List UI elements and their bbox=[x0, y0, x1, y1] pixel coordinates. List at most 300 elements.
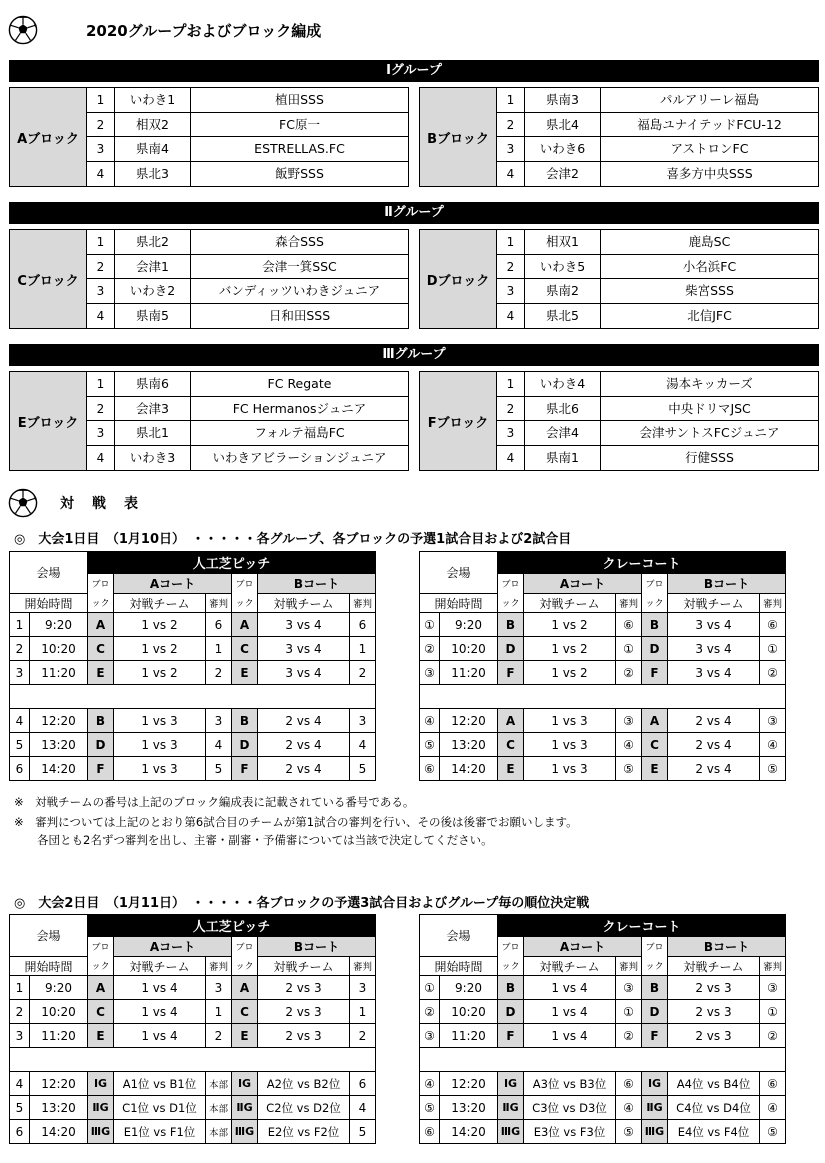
team-name: FC Hermanosジュニア bbox=[232, 400, 367, 416]
block-id: E bbox=[232, 1024, 258, 1048]
referee: 6 bbox=[350, 613, 376, 637]
match-number: 3 bbox=[10, 661, 30, 685]
team-region: 県南6 bbox=[115, 372, 191, 396]
referee: ③ bbox=[616, 709, 642, 733]
team-region: 県南1 bbox=[525, 446, 601, 471]
block-id: F bbox=[498, 661, 524, 685]
team-number: 1 bbox=[87, 230, 115, 254]
block-name: Eブロック bbox=[10, 372, 87, 470]
schedule-header bbox=[8, 488, 140, 518]
team-number: 3 bbox=[87, 137, 115, 161]
team-row bbox=[87, 162, 408, 187]
block-id: B bbox=[642, 613, 668, 637]
match-label: 対戦チーム bbox=[524, 957, 616, 976]
matchup: A3位 vs B3位 bbox=[524, 1072, 616, 1096]
team-region: 県南3 bbox=[525, 88, 601, 112]
matchup: 1 vs 3 bbox=[114, 733, 206, 757]
match-row bbox=[10, 976, 376, 1000]
soccer-ball-icon bbox=[8, 15, 38, 45]
team-row bbox=[497, 279, 818, 304]
referee: 本部 bbox=[206, 1072, 232, 1096]
referee: ② bbox=[760, 661, 786, 685]
matchup: 2 vs 4 bbox=[668, 757, 760, 781]
match-row bbox=[10, 733, 376, 757]
start-time: 10:20 bbox=[30, 1000, 88, 1024]
block-id: D bbox=[498, 1000, 524, 1024]
referee: 本部 bbox=[206, 1096, 232, 1120]
matchup: 1 vs 2 bbox=[524, 613, 616, 637]
block-id: ⅠG bbox=[498, 1072, 524, 1096]
referee: ① bbox=[760, 637, 786, 661]
block-id: F bbox=[642, 661, 668, 685]
court-a-label: Aコート bbox=[524, 937, 642, 957]
referee: 1 bbox=[350, 637, 376, 661]
block-id: B bbox=[642, 976, 668, 1000]
referee: ① bbox=[616, 1000, 642, 1024]
block-id: A bbox=[498, 709, 524, 733]
match-row bbox=[10, 709, 376, 733]
team-number: 1 bbox=[497, 230, 525, 254]
match-number: ② bbox=[420, 1000, 440, 1024]
matchup: E3位 vs F3位 bbox=[524, 1120, 616, 1144]
court-b-label: Bコート bbox=[668, 574, 786, 594]
match-row bbox=[420, 1024, 786, 1048]
team-row bbox=[87, 255, 408, 280]
referee: 2 bbox=[350, 661, 376, 685]
match-number: 1 bbox=[10, 613, 30, 637]
team-name: 福島ユナイテッドFCU-12 bbox=[637, 116, 782, 132]
block-id: E bbox=[498, 757, 524, 781]
block-id: C bbox=[88, 1000, 114, 1024]
block-id: ⅡG bbox=[642, 1096, 668, 1120]
start-time: 12:20 bbox=[440, 1072, 498, 1096]
team-name: ESTRELLAS.FC bbox=[254, 141, 345, 156]
clay-schedule-table bbox=[419, 914, 786, 1144]
team-name: バンディッツいわきジュニア bbox=[218, 283, 381, 298]
team-row bbox=[497, 397, 818, 422]
referee: ③ bbox=[616, 976, 642, 1000]
team-name: FC原一 bbox=[279, 116, 320, 132]
pitch-name: 人工芝ピッチ bbox=[88, 552, 376, 574]
matchup: 2 vs 4 bbox=[258, 709, 350, 733]
team-row bbox=[497, 230, 818, 255]
start-time-label: 開始時間 bbox=[10, 957, 88, 976]
match-label: 対戦チーム bbox=[114, 594, 206, 613]
day2-heading: ◎ 大会2日目 （1月11日） ・・・・・各ブロックの予選3試合目およびグループ毎の順位決定戦 bbox=[14, 896, 590, 911]
venue-label: 会場 bbox=[10, 552, 88, 594]
match-row bbox=[10, 1120, 376, 1144]
referee: ⑤ bbox=[760, 757, 786, 781]
referee: ④ bbox=[616, 1096, 642, 1120]
block-table bbox=[9, 371, 409, 471]
block-table bbox=[419, 371, 819, 471]
referee: ① bbox=[760, 1000, 786, 1024]
team-row bbox=[497, 446, 818, 471]
team-number: 2 bbox=[87, 113, 115, 137]
matchup: 1 vs 3 bbox=[524, 733, 616, 757]
team-region: 県北5 bbox=[525, 304, 601, 329]
match-number: 4 bbox=[10, 1072, 30, 1096]
referee: ⑥ bbox=[616, 613, 642, 637]
match-label: 対戦チーム bbox=[668, 957, 760, 976]
team-row bbox=[87, 88, 408, 113]
match-number: ② bbox=[420, 637, 440, 661]
referee: 4 bbox=[206, 733, 232, 757]
team-region: いわき2 bbox=[115, 279, 191, 303]
start-time: 9:20 bbox=[30, 613, 88, 637]
team-number: 1 bbox=[497, 88, 525, 112]
match-label: 対戦チーム bbox=[524, 594, 616, 613]
team-row bbox=[87, 304, 408, 329]
block-name: Aブロック bbox=[10, 88, 87, 186]
match-row bbox=[10, 1000, 376, 1024]
team-name: 小名浜FC bbox=[682, 258, 737, 274]
matchup: 1 vs 4 bbox=[114, 976, 206, 1000]
block-id: E bbox=[642, 757, 668, 781]
court-a-label: Aコート bbox=[524, 574, 642, 594]
team-row bbox=[497, 421, 818, 446]
team-name: 北信JFC bbox=[687, 307, 732, 323]
referee: ⑥ bbox=[760, 613, 786, 637]
block-label-bottom: ック bbox=[498, 957, 524, 976]
matchup: 1 vs 3 bbox=[114, 757, 206, 781]
note-2: ※ 審判については上記のとおり第6試合目のチームが第1試合の審判を行い、その後は後審でお願いします。 bbox=[14, 815, 578, 829]
team-region: 相双1 bbox=[525, 230, 601, 254]
referee: 6 bbox=[206, 613, 232, 637]
group-2 bbox=[9, 202, 819, 329]
team-number: 2 bbox=[497, 255, 525, 279]
block-id: ⅠG bbox=[642, 1072, 668, 1096]
matchup: A2位 vs B2位 bbox=[258, 1072, 350, 1096]
team-row bbox=[87, 421, 408, 446]
match-number: ④ bbox=[420, 1072, 440, 1096]
venue-label: 会場 bbox=[420, 552, 498, 594]
team-name: 植田SSS bbox=[275, 92, 324, 107]
matchup: 3 vs 4 bbox=[258, 661, 350, 685]
court-b-label: Bコート bbox=[668, 937, 786, 957]
referee-label: 審判 bbox=[350, 957, 376, 976]
matchup: 1 vs 4 bbox=[524, 1000, 616, 1024]
team-region: 会津1 bbox=[115, 255, 191, 279]
block-label-bottom: ック bbox=[232, 594, 258, 613]
team-name: 湯本キッカーズ bbox=[666, 376, 753, 391]
team-number: 4 bbox=[87, 446, 115, 471]
block-name: Bブロック bbox=[420, 88, 497, 186]
matchup: 1 vs 2 bbox=[114, 661, 206, 685]
court-a-label: Aコート bbox=[114, 574, 232, 594]
match-number: ⑤ bbox=[420, 1096, 440, 1120]
team-number: 4 bbox=[87, 304, 115, 329]
referee: ② bbox=[616, 661, 642, 685]
block-id: C bbox=[498, 733, 524, 757]
match-row bbox=[420, 709, 786, 733]
block-id: F bbox=[232, 757, 258, 781]
match-label: 対戦チーム bbox=[114, 957, 206, 976]
matchup: 2 vs 3 bbox=[258, 1000, 350, 1024]
block-label-bottom: ック bbox=[232, 957, 258, 976]
referee: 1 bbox=[206, 1000, 232, 1024]
start-time: 13:20 bbox=[440, 733, 498, 757]
block-id: B bbox=[232, 709, 258, 733]
block-label-top: ブロ bbox=[232, 937, 258, 957]
block-id: A bbox=[88, 613, 114, 637]
team-number: 3 bbox=[497, 421, 525, 445]
match-row bbox=[420, 976, 786, 1000]
start-time: 11:20 bbox=[440, 1024, 498, 1048]
referee: 3 bbox=[206, 709, 232, 733]
team-row bbox=[87, 397, 408, 422]
match-row bbox=[420, 661, 786, 685]
referee: 2 bbox=[206, 661, 232, 685]
block-id: ⅢG bbox=[232, 1120, 258, 1144]
block-id: ⅡG bbox=[232, 1096, 258, 1120]
block-id: A bbox=[232, 976, 258, 1000]
team-row bbox=[87, 279, 408, 304]
referee-label: 審判 bbox=[206, 957, 232, 976]
block-label-top: ブロ bbox=[498, 574, 524, 594]
matchup: 1 vs 2 bbox=[114, 613, 206, 637]
matchup: 2 vs 4 bbox=[258, 733, 350, 757]
block-id: D bbox=[498, 637, 524, 661]
matchup: C4位 vs D4位 bbox=[668, 1096, 760, 1120]
referee: ① bbox=[616, 637, 642, 661]
team-row bbox=[87, 113, 408, 138]
referee: 4 bbox=[350, 1096, 376, 1120]
referee: 1 bbox=[350, 1000, 376, 1024]
block-label-top: ブロ bbox=[88, 574, 114, 594]
match-label: 対戦チーム bbox=[258, 957, 350, 976]
matchup: 3 vs 4 bbox=[668, 613, 760, 637]
group-1 bbox=[9, 60, 819, 187]
matchup: 1 vs 3 bbox=[524, 709, 616, 733]
start-time: 12:20 bbox=[440, 709, 498, 733]
team-name: いわきアビラーションジュニア bbox=[212, 449, 387, 465]
block-label-top: ブロ bbox=[88, 937, 114, 957]
team-region: いわき5 bbox=[525, 255, 601, 279]
match-number: ① bbox=[420, 613, 440, 637]
match-row bbox=[10, 1072, 376, 1096]
matchup: 2 vs 3 bbox=[668, 976, 760, 1000]
team-row bbox=[497, 255, 818, 280]
block-id: F bbox=[88, 757, 114, 781]
matchup: 2 vs 4 bbox=[668, 733, 760, 757]
block-table bbox=[419, 229, 819, 329]
pitch-name: クレーコート bbox=[498, 552, 786, 574]
team-row bbox=[497, 162, 818, 187]
match-row bbox=[420, 1120, 786, 1144]
referee: 5 bbox=[206, 757, 232, 781]
team-region: 県北6 bbox=[525, 397, 601, 421]
team-name: 会津サントスFCジュニア bbox=[639, 425, 780, 440]
team-number: 2 bbox=[497, 397, 525, 421]
clay-schedule-table bbox=[419, 551, 786, 781]
note-3: 各団とも2名ずつ審判を出し、主審・副審・予備審については当該で決定してください。 bbox=[14, 833, 493, 847]
team-number: 2 bbox=[87, 255, 115, 279]
block-label-bottom: ック bbox=[498, 594, 524, 613]
start-time: 9:20 bbox=[30, 976, 88, 1000]
match-row bbox=[420, 637, 786, 661]
venue-label: 会場 bbox=[420, 915, 498, 957]
start-time: 11:20 bbox=[440, 661, 498, 685]
match-number: ⑥ bbox=[420, 1120, 440, 1144]
team-number: 4 bbox=[497, 162, 525, 187]
block-label-top: ブロ bbox=[642, 937, 668, 957]
group-title: Ⅱグループ bbox=[9, 202, 819, 224]
match-label: 対戦チーム bbox=[258, 594, 350, 613]
matchup: 3 vs 4 bbox=[258, 613, 350, 637]
block-id: ⅠG bbox=[88, 1072, 114, 1096]
team-region: 会津2 bbox=[525, 162, 601, 187]
match-row bbox=[10, 613, 376, 637]
block-table bbox=[419, 87, 819, 187]
pitch-name: クレーコート bbox=[498, 915, 786, 937]
referee: 3 bbox=[350, 709, 376, 733]
referee: 6 bbox=[350, 1072, 376, 1096]
matchup: 2 vs 3 bbox=[668, 1000, 760, 1024]
block-id: E bbox=[88, 1024, 114, 1048]
block-id: C bbox=[232, 1000, 258, 1024]
team-number: 4 bbox=[87, 162, 115, 187]
block-label-bottom: ック bbox=[88, 957, 114, 976]
day1-heading: ◎ 大会1日目 （1月10日） ・・・・・各グループ、各ブロックの予選1試合目および2試合目 bbox=[14, 532, 572, 547]
block-id: F bbox=[498, 1024, 524, 1048]
match-number: 3 bbox=[10, 1024, 30, 1048]
team-name: 森合SSS bbox=[275, 234, 324, 249]
referee-label: 審判 bbox=[760, 957, 786, 976]
referee: ⑤ bbox=[616, 757, 642, 781]
venue-label: 会場 bbox=[10, 915, 88, 957]
group-3 bbox=[9, 344, 819, 471]
note-1: ※ 対戦チームの番号は上記のブロック編成表に記載されている番号である。 bbox=[14, 795, 415, 809]
team-region: 会津3 bbox=[115, 397, 191, 421]
team-number: 2 bbox=[87, 397, 115, 421]
start-time: 10:20 bbox=[440, 637, 498, 661]
block-table bbox=[9, 229, 409, 329]
team-number: 1 bbox=[87, 372, 115, 396]
team-name: 鹿島SC bbox=[688, 234, 731, 249]
referee-label: 審判 bbox=[350, 594, 376, 613]
referee: 3 bbox=[350, 976, 376, 1000]
block-id: C bbox=[232, 637, 258, 661]
block-id: B bbox=[88, 709, 114, 733]
block-id: ⅢG bbox=[642, 1120, 668, 1144]
match-row bbox=[420, 1072, 786, 1096]
block-id: A bbox=[88, 976, 114, 1000]
matchup: 3 vs 4 bbox=[258, 637, 350, 661]
start-time: 14:20 bbox=[30, 1120, 88, 1144]
referee: ④ bbox=[616, 733, 642, 757]
referee: ⑥ bbox=[760, 1072, 786, 1096]
team-number: 3 bbox=[497, 137, 525, 161]
matchup: 1 vs 3 bbox=[114, 709, 206, 733]
referee: 1 bbox=[206, 637, 232, 661]
referee: ③ bbox=[760, 709, 786, 733]
block-id: ⅡG bbox=[498, 1096, 524, 1120]
block-id: D bbox=[88, 733, 114, 757]
match-number: 1 bbox=[10, 976, 30, 1000]
matchup: 1 vs 4 bbox=[114, 1024, 206, 1048]
start-time: 10:20 bbox=[440, 1000, 498, 1024]
match-number: ④ bbox=[420, 709, 440, 733]
referee: ④ bbox=[760, 1096, 786, 1120]
block-id: ⅠG bbox=[232, 1072, 258, 1096]
team-row bbox=[497, 304, 818, 329]
matchup: 1 vs 4 bbox=[524, 976, 616, 1000]
referee: ⑥ bbox=[616, 1072, 642, 1096]
matchup: 3 vs 4 bbox=[668, 637, 760, 661]
team-number: 4 bbox=[497, 304, 525, 329]
referee: 3 bbox=[206, 976, 232, 1000]
match-number: ③ bbox=[420, 661, 440, 685]
start-time: 10:20 bbox=[30, 637, 88, 661]
referee: ③ bbox=[760, 976, 786, 1000]
team-name: パルアリーレ福島 bbox=[659, 92, 760, 107]
block-name: Dブロック bbox=[420, 230, 497, 328]
group-title: Ⅲグループ bbox=[9, 344, 819, 366]
team-region: いわき4 bbox=[525, 372, 601, 396]
match-number: 5 bbox=[10, 733, 30, 757]
block-label-top: ブロ bbox=[232, 574, 258, 594]
match-number: 6 bbox=[10, 1120, 30, 1144]
referee: 5 bbox=[350, 1120, 376, 1144]
match-row bbox=[420, 613, 786, 637]
match-row bbox=[10, 661, 376, 685]
block-id: ⅢG bbox=[88, 1120, 114, 1144]
match-row bbox=[420, 733, 786, 757]
matchup: A1位 vs B1位 bbox=[114, 1072, 206, 1096]
block-label-bottom: ック bbox=[642, 594, 668, 613]
schedule-title: 対 戦 表 bbox=[60, 496, 140, 512]
referee-label: 審判 bbox=[760, 594, 786, 613]
match-row bbox=[10, 1024, 376, 1048]
team-name: FC Regate bbox=[267, 376, 332, 391]
referee: 2 bbox=[206, 1024, 232, 1048]
team-number: 1 bbox=[497, 372, 525, 396]
start-time: 12:20 bbox=[30, 1072, 88, 1096]
start-time: 14:20 bbox=[440, 757, 498, 781]
group-title: Ⅰグループ bbox=[9, 60, 819, 82]
match-number: ⑤ bbox=[420, 733, 440, 757]
matchup: 2 vs 3 bbox=[668, 1024, 760, 1048]
match-number: 2 bbox=[10, 1000, 30, 1024]
team-row bbox=[87, 372, 408, 397]
team-region: 県北4 bbox=[525, 113, 601, 137]
referee: ⑤ bbox=[616, 1120, 642, 1144]
start-time: 12:20 bbox=[30, 709, 88, 733]
referee-label: 審判 bbox=[616, 594, 642, 613]
block-id: E bbox=[88, 661, 114, 685]
pitch-name: 人工芝ピッチ bbox=[88, 915, 376, 937]
start-time: 9:20 bbox=[440, 976, 498, 1000]
referee: 2 bbox=[350, 1024, 376, 1048]
soccer-ball-icon bbox=[8, 488, 38, 518]
match-number: ① bbox=[420, 976, 440, 1000]
block-label-top: ブロ bbox=[498, 937, 524, 957]
match-number: 4 bbox=[10, 709, 30, 733]
match-row bbox=[10, 757, 376, 781]
team-number: 1 bbox=[87, 88, 115, 112]
block-id: C bbox=[88, 637, 114, 661]
page-title: 2020グループおよびブロック編成 bbox=[86, 21, 322, 40]
block-id: B bbox=[498, 613, 524, 637]
referee: ② bbox=[616, 1024, 642, 1048]
match-number: 2 bbox=[10, 637, 30, 661]
match-row bbox=[420, 1096, 786, 1120]
matchup: 1 vs 2 bbox=[114, 637, 206, 661]
team-region: いわき6 bbox=[525, 137, 601, 161]
start-time: 14:20 bbox=[30, 757, 88, 781]
matchup: 2 vs 3 bbox=[258, 1024, 350, 1048]
